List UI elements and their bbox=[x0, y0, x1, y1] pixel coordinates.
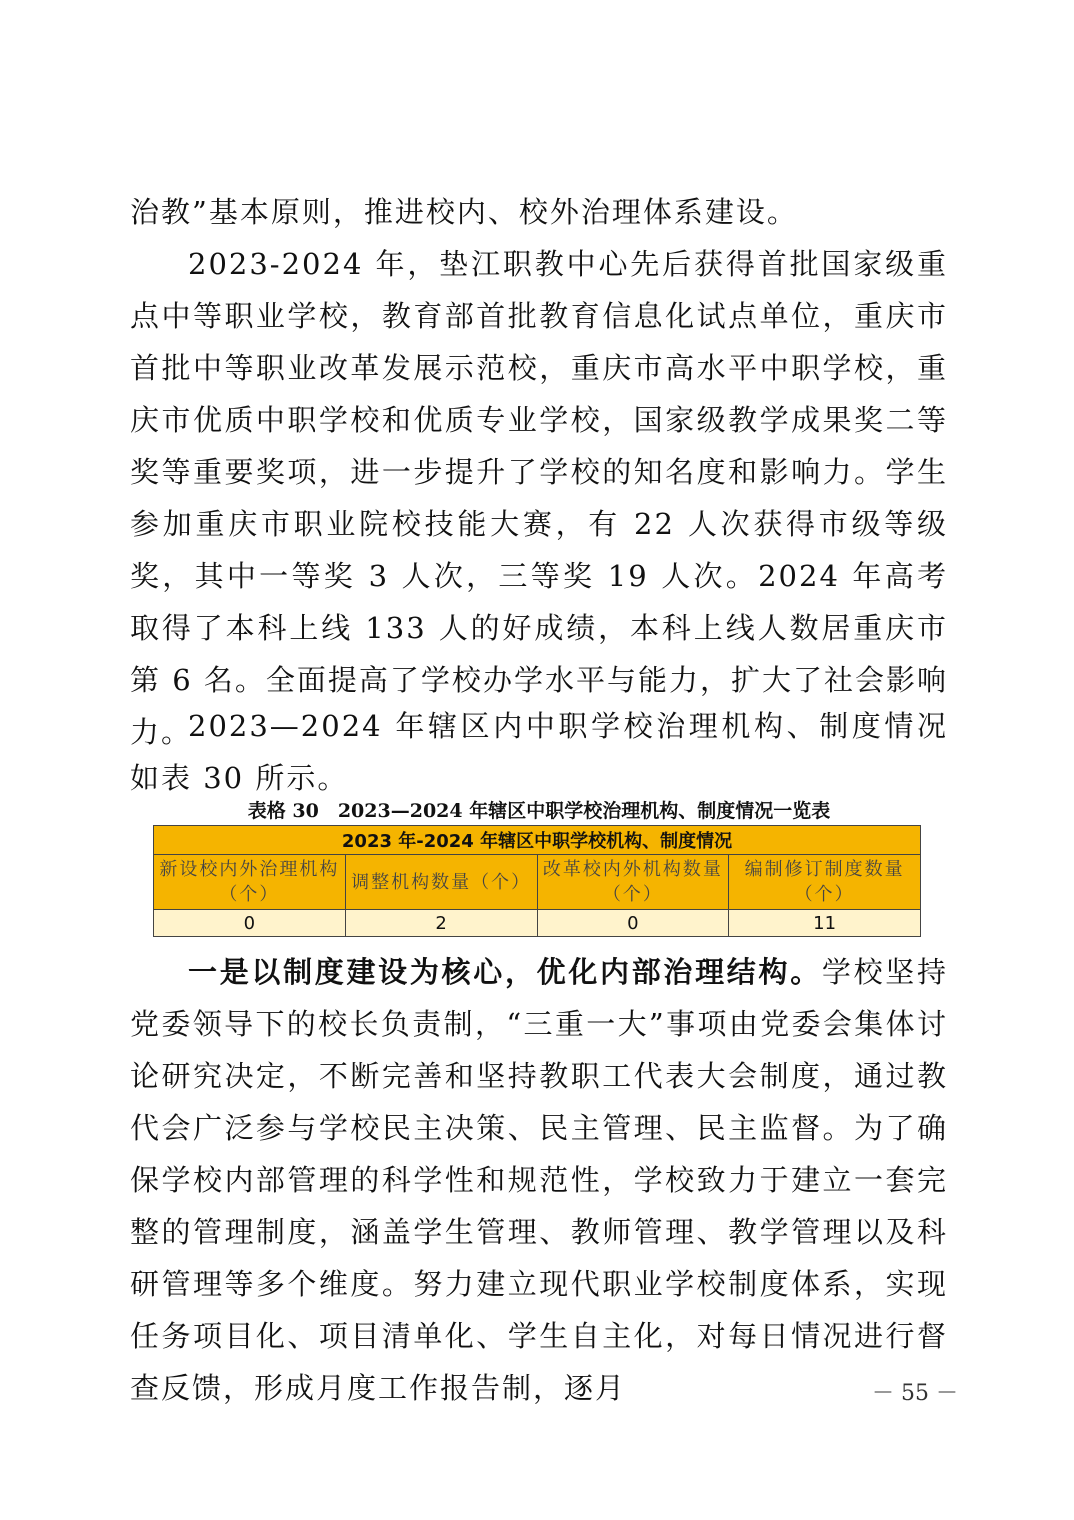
paragraph-2: 2023-2024 年，垫江职教中心先后获得首批国家级重点中等职业学校，教育部首批教育信息化试点单位，重庆市首批中等职业改革发展示范校，重庆市高水平中职学校，重庆市优质中职学校和优质专业学校，国家级教学成果奖二等奖等重要奖项，进一步提升了学校的知名度和影响力。学生参加重庆市职业院校技能大赛，有 22 人次获得市级等级奖，其中一等奖 3 人次，三等奖 19 人次。2024 年高考取得了本科上线 133 人的好成绩，本科上线人数居重庆市第 6 名。全面提高了学校办学水平与能力，扩大了社会影响力。 bbox=[130, 247, 948, 749]
value-new-institutions: 0 bbox=[154, 910, 346, 937]
paragraph-4-lead: 一是以制度建设为核心，优化内部治理结构。 bbox=[188, 955, 822, 989]
header-reformed-institutions: 改革校内外机构数量（个） bbox=[537, 855, 729, 910]
table-caption: 表格 30 2023—2024 年辖区中职学校治理机构、制度情况一览表 bbox=[247, 800, 831, 822]
paragraph-3: 2023—2024 年辖区内中职学校治理机构、制度情况如表 30 所示。 bbox=[130, 709, 948, 795]
table-row bbox=[154, 910, 921, 937]
value-revised-regulations: 11 bbox=[729, 910, 921, 937]
value-reformed-institutions: 0 bbox=[537, 910, 729, 937]
header-new-institutions: 新设校内外治理机构（个） bbox=[154, 855, 346, 910]
paragraph-4-body: 学校坚持党委领导下的校长负责制，“三重一大”事项由党委会集体讨论研究决定，不断完善和坚持教职工代表大会制度，通过教代会广泛参与学校民主决策、民主管理、民主监督。为了确保学校内部管理的科学性和规范性，学校致力于建立一套完整的管理制度，涵盖学生管理、教师管理、教学管理以及科研管理等多个维度。努力建立现代职业学校制度体系，实现任务项目化、项目清单化、学生自主化，对每日情况进行督查反馈，形成月度工作报告制，逐月 bbox=[130, 955, 948, 1405]
governance-table bbox=[153, 825, 921, 937]
header-revised-regulations: 编制修订制度数量（个） bbox=[729, 855, 921, 910]
value-adjusted-institutions: 2 bbox=[345, 910, 537, 937]
table-header-row bbox=[154, 855, 921, 910]
paragraph-4 bbox=[130, 946, 948, 1414]
header-adjusted-institutions: 调整机构数量（个） bbox=[345, 855, 537, 910]
table-title-row bbox=[154, 826, 921, 855]
table-title: 2023 年-2024 年辖区中职学校机构、制度情况 bbox=[154, 826, 921, 855]
paragraph-1: 治教”基本原则，推进校内、校外治理体系建设。 bbox=[130, 195, 798, 229]
page-number: － 55 － bbox=[872, 1381, 958, 1406]
